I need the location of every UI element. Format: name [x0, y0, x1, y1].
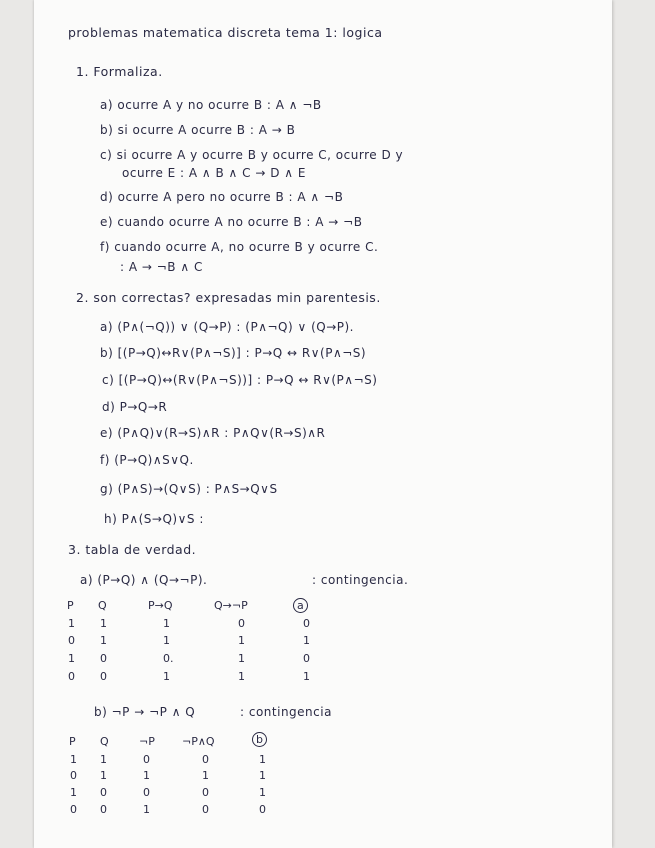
s2-item-d: d) P→Q→R: [102, 400, 168, 414]
s2-item-h: h) P∧(S→Q)∨S :: [104, 512, 204, 526]
ta-cell: 1: [100, 634, 107, 647]
ta-cell: 1: [238, 670, 245, 683]
s1-item-b: b) si ocurre A ocurre B : A → B: [100, 123, 296, 137]
ta-cell: 1: [303, 670, 310, 683]
ta-cell: 0: [68, 634, 75, 647]
ta-cell: 1: [238, 652, 245, 665]
tb-header-np: ¬P: [139, 735, 155, 748]
ta-cell: 0: [100, 670, 107, 683]
s1-item-a: a) ocurre A y no ocurre B : A ∧ ¬B: [100, 98, 322, 112]
ta-cell: 0: [100, 652, 107, 665]
ta-header-qnp: Q→¬P: [214, 599, 248, 612]
s1-item-f-cont: : A → ¬B ∧ C: [120, 260, 203, 274]
tb-cell: 0: [143, 753, 150, 766]
truth-table-a-result: : contingencia.: [312, 573, 409, 587]
tb-cell: 0: [70, 803, 77, 816]
ta-cell: 1: [163, 670, 170, 683]
ta-header-p: P: [67, 599, 74, 612]
tb-header-q: Q: [100, 735, 109, 748]
truth-table-b-formula: b) ¬P → ¬P ∧ Q: [94, 705, 196, 719]
s2-item-g: g) (P∧S)→(Q∨S) : P∧S→Q∨S: [100, 482, 278, 496]
ta-cell: 1: [68, 617, 75, 630]
truth-table-a-formula: a) (P→Q) ∧ (Q→¬P).: [80, 573, 208, 587]
tb-cell: 1: [143, 769, 150, 782]
ta-cell: 0: [68, 670, 75, 683]
tb-cell: 1: [70, 786, 77, 799]
tb-cell: 1: [259, 769, 266, 782]
ta-cell: 1: [100, 617, 107, 630]
tb-cell: 0: [202, 786, 209, 799]
tb-cell: 1: [100, 769, 107, 782]
ta-cell: 1: [68, 652, 75, 665]
tb-cell: 1: [143, 803, 150, 816]
tb-cell: 1: [100, 753, 107, 766]
tb-header-npq: ¬P∧Q: [182, 735, 215, 748]
s1-item-c-cont: ocurre E : A ∧ B ∧ C → D ∧ E: [122, 166, 306, 180]
tb-cell: 0: [259, 803, 266, 816]
section-3-heading: 3. tabla de verdad.: [68, 542, 197, 557]
section-1-heading: 1. Formaliza.: [76, 64, 163, 79]
ta-cell: 1: [163, 617, 170, 630]
ta-cell: 0: [303, 652, 310, 665]
tb-header-p: P: [69, 735, 76, 748]
tb-cell: 0: [202, 803, 209, 816]
ta-cell: 0.: [163, 652, 174, 665]
ta-cell: 0: [238, 617, 245, 630]
s1-item-f: f) cuando ocurre A, no ocurre B y ocurre C.: [100, 240, 379, 254]
truth-table-b-result: : contingencia: [240, 705, 332, 719]
ta-header-q: Q: [98, 599, 107, 612]
tb-cell: 0: [70, 769, 77, 782]
ta-cell: 1: [303, 634, 310, 647]
ta-header-result: a: [293, 598, 308, 613]
tb-cell: 1: [259, 786, 266, 799]
tb-cell: 0: [100, 786, 107, 799]
ta-header-pq: P→Q: [148, 599, 173, 612]
s1-item-d: d) ocurre A pero no ocurre B : A ∧ ¬B: [100, 190, 344, 204]
tb-cell: 1: [202, 769, 209, 782]
tb-cell: 0: [202, 753, 209, 766]
tb-cell: 1: [70, 753, 77, 766]
tb-cell: 0: [143, 786, 150, 799]
s2-item-f: f) (P→Q)∧S∨Q.: [100, 453, 194, 467]
s2-item-c: c) [(P→Q)↔(R∨(P∧¬S))] : P→Q ↔ R∨(P∧¬S): [102, 373, 378, 387]
s2-item-e: e) (P∧Q)∨(R→S)∧R : P∧Q∨(R→S)∧R: [100, 426, 326, 440]
s1-item-e: e) cuando ocurre A no ocurre B : A → ¬B: [100, 215, 363, 229]
s2-item-b: b) [(P→Q)↔R∨(P∧¬S)] : P→Q ↔ R∨(P∧¬S): [100, 346, 367, 360]
section-2-heading: 2. son correctas? expresadas min parentesis.: [76, 290, 381, 305]
page-title: problemas matematica discreta tema 1: logica: [68, 25, 383, 40]
ta-cell: 0: [303, 617, 310, 630]
tb-cell: 0: [100, 803, 107, 816]
s1-item-c: c) si ocurre A y ocurre B y ocurre C, ocurre D y: [100, 148, 404, 162]
ta-cell: 1: [163, 634, 170, 647]
tb-header-result: b: [252, 732, 267, 747]
s2-item-a: a) (P∧(¬Q)) ∨ (Q→P) : (P∧¬Q) ∨ (Q→P).: [100, 320, 354, 334]
tb-cell: 1: [259, 753, 266, 766]
ta-cell: 1: [238, 634, 245, 647]
